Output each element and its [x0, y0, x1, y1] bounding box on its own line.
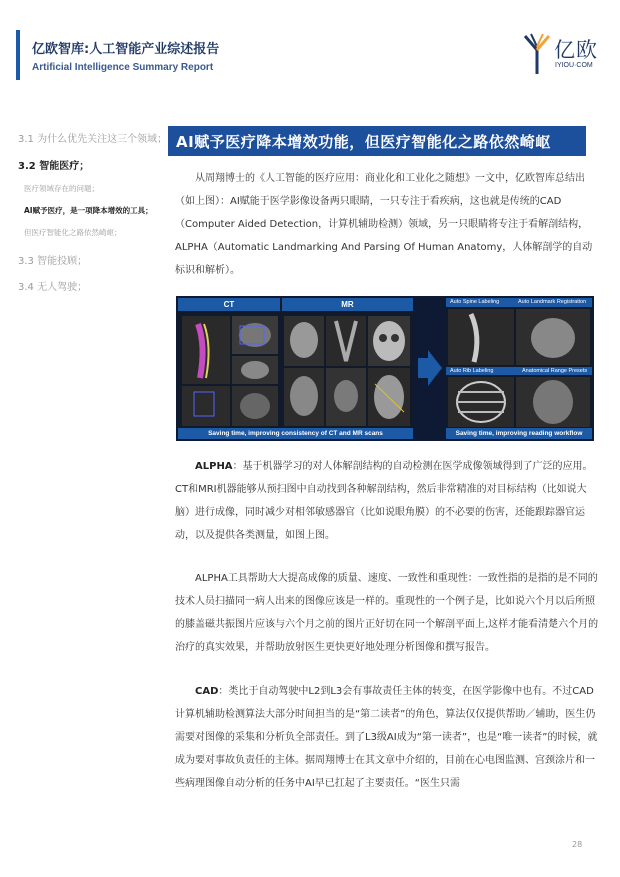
section-banner	[168, 126, 586, 156]
toc-item-3-4[interactable]: 3.4 无人驾驶；	[18, 282, 88, 293]
medical-imaging-figure	[176, 296, 594, 441]
figure-label-spine: Auto Spine Labeling	[450, 299, 500, 305]
figure-right-caption: Saving time, improving reading workflow	[455, 430, 583, 437]
figure-left-caption: Saving time, improving consistency of CT and MR scans	[208, 430, 383, 437]
toc-subitem-cost-efficiency[interactable]: AI赋予医疗，是一项降本增效的工具；	[24, 206, 153, 215]
page-number: 28	[572, 840, 583, 849]
figure-ct-header: CT	[223, 300, 235, 309]
paragraph-cad-term: CAD	[195, 686, 219, 697]
paragraph-alpha-quality-text: ALPHA工具帮助大大提高成像的质量、速度、一致性和重现性：一致性指的是指的是不同的技术人员扫描同一病人出来的图像应该是一样的。重现性的一个例子是，比如说六个月以后所照的膝盖磁共振图片应该与六个月之前的图片正好切在同一个解剖平面上,这样才能看清楚六个月的治疗的真实效果，并帮助放射医生更快更好地处理分析图像和撰写报告。	[175, 573, 599, 653]
toc-item-3-2[interactable]: 3.2 智能医疗；	[18, 161, 90, 172]
paragraph-alpha-quality	[175, 567, 599, 659]
toc-subitem-problems[interactable]: 医疗领域存在的问题；	[24, 184, 99, 193]
figure-label-range: Anatomical Range Presets	[522, 368, 588, 374]
figure-label-landmark: Auto Landmark Registration	[518, 299, 587, 305]
toc-item-3-1[interactable]: 3.1 为什么优先关注这三个领域；	[18, 134, 168, 145]
report-title: 亿欧智库:人工智能产业综述报告	[32, 42, 220, 57]
header-accent-bar	[16, 30, 20, 80]
paragraph-alpha	[175, 455, 599, 547]
figure-mr-header: MR	[341, 300, 354, 309]
toc-subitem-rugged-road[interactable]: 但医疗智能化之路依然崎岖；	[24, 228, 122, 237]
section-heading: AI赋予医疗降本增效功能，但医疗智能化之路依然崎岖	[176, 133, 551, 151]
paragraph-intro	[175, 167, 599, 282]
paragraph-alpha-text: ：基于机器学习的对人体解剖结构的自动检测在医学成像领域得到了广泛的应用。CT和MRI机器能够从预扫图中自动找到各种解剖结构，然后非常精准的对目标结构（比如说大脑）进行成像，同时减少对相邻敏感器官（比如说眼角膜）的不必要的伤害，还能跟踪器官运动，以及提供各类测量，如图上图。	[175, 461, 593, 541]
logo-mark-icon	[522, 30, 552, 76]
toc-item-3-3[interactable]: 3.3 智能投顾；	[18, 256, 88, 267]
logo-text: 亿欧	[554, 38, 598, 62]
paragraph-cad-text: ：类比于自动驾驶中L2到L3会有事故责任主体的转变，在医学影像中也有。不过CAD计算机辅助检测算法大部分时间担当的是“第二读者”的角色，算法仅仅提供帮助／辅助，医生仍需要对图像的采集和分析负全部责任。到了L3级AI成为“第一读者”，也是“唯一读者”的时候，就成为要对事故负责任的主体。据周翔博士在其文章中介绍的，目前在心电图监测、宫颈涂片和一些病理图像自动分析的任务中AI早已扛起了主要责任。“医生只需	[175, 686, 598, 789]
logo-url: IYIOU·COM	[555, 62, 593, 69]
paragraph-alpha-term: ALPHA	[195, 461, 233, 472]
paragraph-cad	[175, 680, 599, 795]
logo	[522, 30, 604, 76]
paragraph-intro-text: 从周翔博士的《人工智能的医疗应用：商业化和工业化之随想》一文中，亿欧智库总结出（如上图）：AI赋能于医学影像设备两只眼睛，一只专注于看疾病，这也就是传统的CAD（Computer Aided Detection，计算机辅助检测）领域，另一只眼睛将专注于看解剖结构，ALPHA（Automatic Landmarking And Parsing Of Human Anatomy，人体解剖学的自动标识和解析）。	[175, 173, 593, 276]
report-subtitle: Artificial Intelligence Summary Report	[32, 62, 214, 73]
figure-label-rib: Auto Rib Labeling	[450, 368, 494, 374]
